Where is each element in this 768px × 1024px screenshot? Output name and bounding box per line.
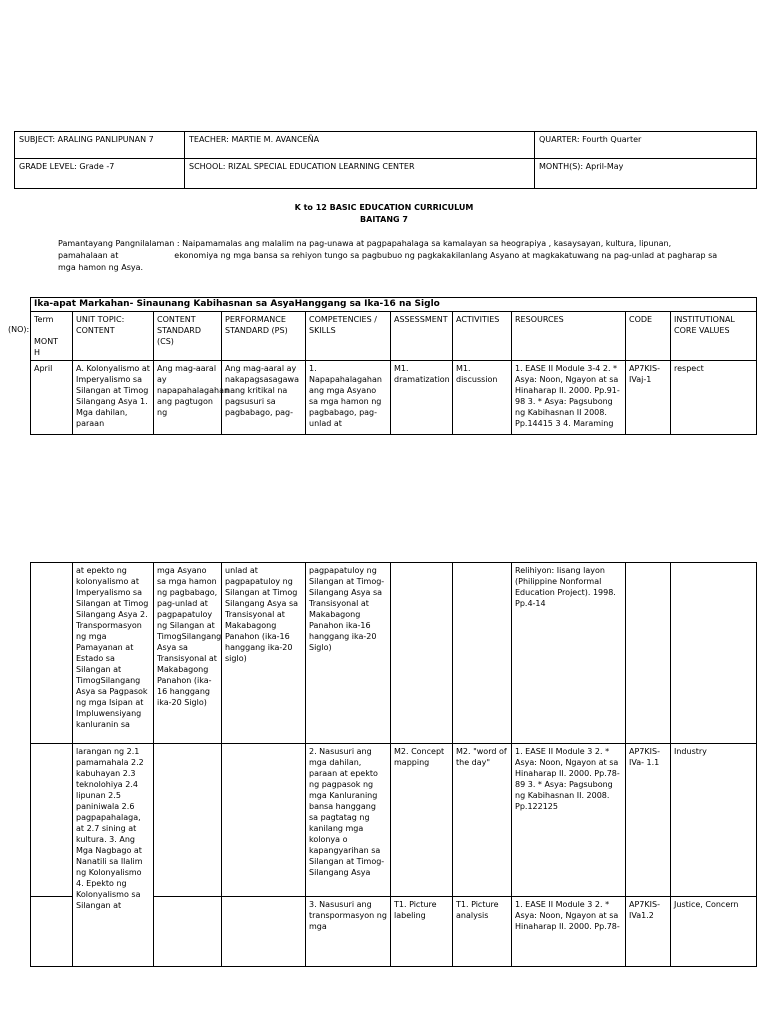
curriculum-table-continued: [30, 562, 757, 967]
unit-cell: at epekto ng kolonyalismo at Imperyalismo sa Silangan at Timog Silangang Asya 2. Transpormasyon ng mga Pamayanan at Estado sa Silangan at TimogSilangang Asya sa Pagpasok ng mga Isipan at Impluwensiyang kanluranin sa: [73, 563, 154, 744]
assessment-cell: [391, 563, 453, 744]
pamantayan-paragraph: Pamantayang Pangnilalaman : Naipamamalas ang malalim na pag-unawa at pagpapahalaga sa kamalayan sa heograpiya , kasaysayan, kultura, lipunan, pamahalaan at ekonomiya ng mga bansa sa rehiyon tungo sa pagbubuo ng pagkakakilanlang Asyano at magkakatuwang na pag-unlad at pagharap sa mga hamon ng Asya.: [58, 239, 720, 272]
assessment-cell: M1. dramatization: [391, 361, 453, 435]
curriculum-table: [30, 297, 757, 435]
col-core-values: INSTITUTIONAL CORE VALUES: [671, 312, 757, 361]
term-cell: [31, 897, 73, 967]
curriculum-title: K to 12 BASIC EDUCATION CURRICULUM: [294, 203, 474, 212]
assessment-cell: M2. Concept mapping: [391, 744, 453, 897]
competency-cell: pagpapatuloy ng Silangan at Timog-Silangang Asya sa Transisyonal at Makabagong Panahon ika-16 hanggang ika-20 Siglo): [306, 563, 391, 744]
subject-cell: SUBJECT: ARALING PANLIPUNAN 7: [15, 132, 185, 159]
teacher-cell: TEACHER: MARTIE M. AVANCEÑA: [185, 132, 535, 159]
quarter-banner: Ika-apat Markahan- Sinaunang Kabihasnan sa AsyaHanggang sa Ika-16 na Siglo: [31, 298, 757, 312]
cs-cell: [154, 744, 222, 897]
term-cell: [31, 744, 73, 897]
cs-cell: mga Asyano sa mga hamon ng pagbabago, pag-unlad at pagpapatuloy ng Silangan at TimogSilangang Asya sa Transisyonal at Makabagong Panahon (ika-16 hanggang ika-20 Siglo): [154, 563, 222, 744]
core-values-cell: Industry: [671, 744, 757, 897]
months-cell: MONTH(S): April-May: [535, 159, 757, 189]
no-label: (NO):: [8, 325, 30, 334]
ps-cell: [222, 897, 306, 967]
ps-cell: Ang mag-aaral ay nakapagsasagawa nang kritikal na pagsusuri sa pagbabago, pag-: [222, 361, 306, 435]
col-assessment: ASSESSMENT: [391, 312, 453, 361]
school-cell: SCHOOL: RIZAL SPECIAL EDUCATION LEARNING CENTER: [185, 159, 535, 189]
col-code: CODE: [626, 312, 671, 361]
col-content-standard: CONTENT STANDARD (CS): [154, 312, 222, 361]
col-unit-topic: UNIT TOPIC: CONTENT: [73, 312, 154, 361]
resources-cell: Relihiyon: Iisang layon (Philippine Nonformal Education Project). 1998. Pp.4-14: [512, 563, 626, 744]
ps-cell: unlad at pagpapatuloy ng Silangan at Timog Silangang Asya sa Transisyonal at Makabagong Panahon (ika-16 hanggang ika-20 siglo): [222, 563, 306, 744]
unit-cell: A. Kolonyalismo at Imperyalismo sa Silangan at Timog Silangang Asya 1. Mga dahilan, paraan: [73, 361, 154, 435]
cs-cell: Ang mag-aaral ay napapahalagahan ang pagtugon ng: [154, 361, 222, 435]
activities-cell: M1. discussion: [453, 361, 512, 435]
col-term: Term MONT H: [31, 312, 73, 361]
term-cell: April: [31, 361, 73, 435]
code-cell: AP7KIS-IVa1.2: [626, 897, 671, 967]
col-competencies: COMPETENCIES / SKILLS: [306, 312, 391, 361]
col-performance-standard: PERFORMANCE STANDARD (PS): [222, 312, 306, 361]
header-info-table: [14, 131, 757, 189]
code-cell: AP7KIS-IVaj-1: [626, 361, 671, 435]
col-activities: ACTIVITIES: [453, 312, 512, 361]
col-resources: RESOURCES: [512, 312, 626, 361]
resources-cell: 1. EASE II Module 3 2. * Asya: Noon, Ngayon at sa Hinaharap II. 2000. Pp.78-89 3. * Asya: Pagsubong ng Kabihasnan II. 2008. Pp.122125: [512, 744, 626, 897]
grade-level-cell: GRADE LEVEL: Grade -7: [15, 159, 185, 189]
code-cell: [626, 563, 671, 744]
quarter-cell: QUARTER: Fourth Quarter: [535, 132, 757, 159]
resources-cell: 1. EASE II Module 3 2. * Asya: Noon, Ngayon at sa Hinaharap II. 2000. Pp.78-: [512, 897, 626, 967]
assessment-cell: T1. Picture labeling: [391, 897, 453, 967]
cs-cell: [154, 897, 222, 967]
ps-cell: [222, 744, 306, 897]
competency-cell: 3. Nasusuri ang transpormasyon ng mga: [306, 897, 391, 967]
resources-cell: 1. EASE II Module 3-4 2. * Asya: Noon, Ngayon at sa Hinaharap II. 2000. Pp.91-98 3. * Asya: Pagsubong ng Kabihasnan II 2008. Pp.14415 3 4. Maraming: [512, 361, 626, 435]
competency-cell: 1. Napapahalagahan ang mga Asyano sa mga hamon ng pagbabago, pag-unlad at: [306, 361, 391, 435]
term-cell: [31, 563, 73, 744]
curriculum-subtitle: BAITANG 7: [360, 215, 408, 224]
unit-cell: larangan ng 2.1 pamamahala 2.2 kabuhayan 2.3 teknolohiya 2.4 lipunan 2.5 paniniwala 2.6 pagpapahalaga, at 2.7 sining at kultura. 3. Ang Mga Nagbago at Nanatili sa Ilalim ng Kolonyalismo 4. Epekto ng Kolonyalismo sa Silangan at: [73, 744, 154, 967]
competency-cell: 2. Nasusuri ang mga dahilan, paraan at epekto ng pagpasok ng mga Kanluraning bansa hanggang sa pagtatag ng kanilang mga kolonya o kapangyarihan sa Silangan at Timog-Silangang Asya: [306, 744, 391, 897]
code-cell: AP7KIS- IVa- 1.1: [626, 744, 671, 897]
core-values-cell: respect: [671, 361, 757, 435]
activities-cell: [453, 563, 512, 744]
core-values-cell: Justice, Concern: [671, 897, 757, 967]
core-values-cell: [671, 563, 757, 744]
activities-cell: T1. Picture analysis: [453, 897, 512, 967]
activities-cell: M2. "word of the day": [453, 744, 512, 897]
